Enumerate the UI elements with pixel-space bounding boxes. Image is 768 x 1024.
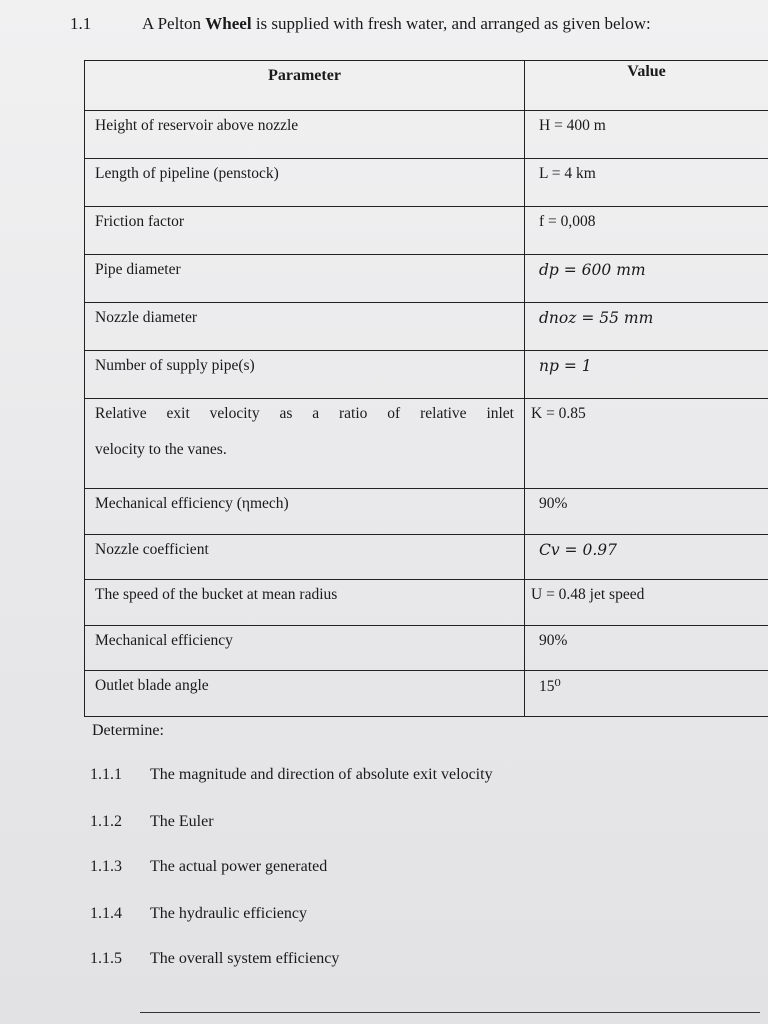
table-row [85,351,768,399]
table-row [85,580,768,626]
value-cell: Cv = 0.97 [525,535,768,580]
parameter-cell: Pipe diameter [85,255,525,303]
bottom-divider [140,1012,760,1013]
value-cell: L = 4 km [525,159,768,207]
parameter-cell: Number of supply pipe(s) [85,351,525,399]
question-text: The hydraulic efficiency [150,905,307,922]
parameter-header: Parameter [85,61,525,111]
parameter-cell: Mechanical efficiency (ηmech) [85,489,525,535]
heading-text-before: A Pelton [142,14,206,33]
determine-label: Determine: [92,722,164,739]
table-row [85,671,768,717]
table-row [85,303,768,351]
value-cell: dp = 600 mm [525,255,768,303]
question-text: The Euler [150,813,214,830]
parameter-table [84,60,768,717]
table-row [85,399,768,489]
value-cell: 90% [525,489,768,535]
value-cell: np = 1 [525,351,768,399]
parameter-line-2: velocity to the vanes. [95,441,227,458]
problem-heading [70,14,760,34]
question-number: 1.1.2 [90,813,122,830]
question-item [90,950,339,968]
table-row [85,255,768,303]
value-cell: K = 0.85 [525,399,768,489]
question-item [90,813,214,831]
parameter-cell: The speed of the bucket at mean radius [85,580,525,626]
heading-text-bold: Wheel [205,14,252,33]
parameter-cell: Nozzle diameter [85,303,525,351]
value-cell: 15⁰ [525,671,768,717]
parameter-cell: Nozzle coefficient [85,535,525,580]
question-number: 1.1.4 [90,905,122,922]
table-row [85,207,768,255]
problem-number: 1.1 [70,14,92,33]
table-row [85,159,768,207]
question-item [90,905,307,923]
question-item [90,766,493,784]
parameter-cell: Length of pipeline (penstock) [85,159,525,207]
table-row [85,111,768,159]
parameter-cell: Friction factor [85,207,525,255]
table-row [85,626,768,671]
value-header: Value [525,61,768,111]
parameter-cell: Outlet blade angle [85,671,525,717]
value-cell: H = 400 m [525,111,768,159]
table-row [85,535,768,580]
table-row [85,489,768,535]
question-number: 1.1.5 [90,950,122,967]
question-text: The actual power generated [150,858,328,875]
heading-text-after: is supplied with fresh water, and arranged as given below: [251,14,651,33]
value-cell: 90% [525,626,768,671]
parameter-cell [85,399,525,489]
question-number: 1.1.1 [90,766,122,783]
parameter-cell: Mechanical efficiency [85,626,525,671]
parameter-cell: Height of reservoir above nozzle [85,111,525,159]
question-text: The magnitude and direction of absolute exit velocity [150,766,493,783]
question-text: The overall system efficiency [150,950,340,967]
table-header-row [85,61,768,111]
value-cell: U = 0.48 jet speed [525,580,768,626]
value-cell: f = 0,008 [525,207,768,255]
value-cell: dnoz = 55 mm [525,303,768,351]
question-number: 1.1.3 [90,858,122,875]
parameter-line-1: Relative exit velocity as a ratio of relative inlet [95,405,514,422]
question-item [90,858,327,876]
